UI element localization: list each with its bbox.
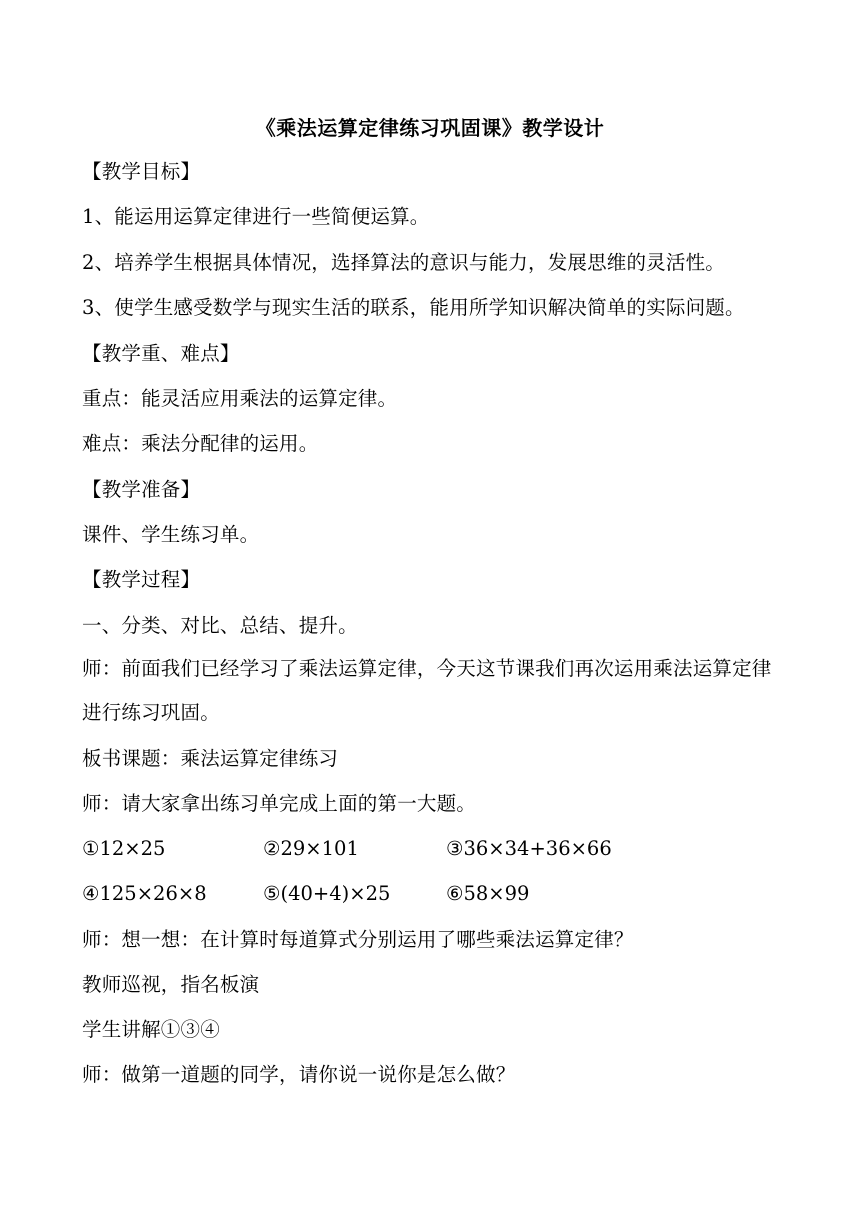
teacher-followup-question: 师：做第一道题的同学，请你说一说你是怎么做？ bbox=[82, 1063, 516, 1086]
objective-3: 3、使学生感受数学与现实生活的联系，能用所学知识解决简单的实际问题。 bbox=[82, 296, 745, 319]
exercise-row-2 bbox=[82, 880, 782, 908]
exercise-row-1 bbox=[82, 835, 782, 863]
section-heading-preparation: 【教学准备】 bbox=[82, 478, 201, 501]
key-point: 重点：能灵活应用乘法的运算定律。 bbox=[82, 387, 398, 410]
exercise-item: ②29×101 bbox=[263, 837, 359, 860]
teacher-intro-paragraph: 师：前面我们已经学习了乘法运算定律，今天这节课我们再次运用乘法运算定律进行练习巩固。 bbox=[82, 657, 772, 724]
board-title-line: 板书课题：乘法运算定律练习 bbox=[82, 747, 339, 770]
process-step-1: 一、分类、对比、总结、提升。 bbox=[82, 614, 358, 637]
section-heading-objectives: 【教学目标】 bbox=[82, 160, 201, 183]
exercise-item: ①12×25 bbox=[82, 837, 166, 860]
teacher-instruction-1: 师：请大家拿出练习单完成上面的第一大题。 bbox=[82, 792, 477, 815]
exercise-item: ④125×26×8 bbox=[82, 882, 207, 905]
exercise-item: ③36×34+36×66 bbox=[446, 837, 612, 860]
exercise-item: ⑥58×99 bbox=[446, 882, 530, 905]
teacher-question: 师：想一想：在计算时每道算式分别运用了哪些乘法运算定律？ bbox=[82, 928, 634, 951]
section-heading-process: 【教学过程】 bbox=[82, 568, 201, 591]
student-explanation: 学生讲解①③④ bbox=[82, 1018, 220, 1041]
exercise-item: ⑤(40+4)×25 bbox=[263, 882, 391, 905]
preparation-text: 课件、学生练习单。 bbox=[82, 523, 260, 546]
teacher-action: 教师巡视，指名板演 bbox=[82, 973, 260, 996]
objective-2: 2、培养学生根据具体情况，选择算法的意识与能力，发展思维的灵活性。 bbox=[82, 251, 726, 274]
difficult-point: 难点：乘法分配律的运用。 bbox=[82, 432, 319, 455]
document-title: 《乘法运算定律练习巩固课》教学设计 bbox=[255, 116, 605, 140]
section-heading-key-points: 【教学重、难点】 bbox=[82, 342, 240, 365]
objective-1: 1、能运用运算定律进行一些简便运算。 bbox=[82, 205, 430, 228]
